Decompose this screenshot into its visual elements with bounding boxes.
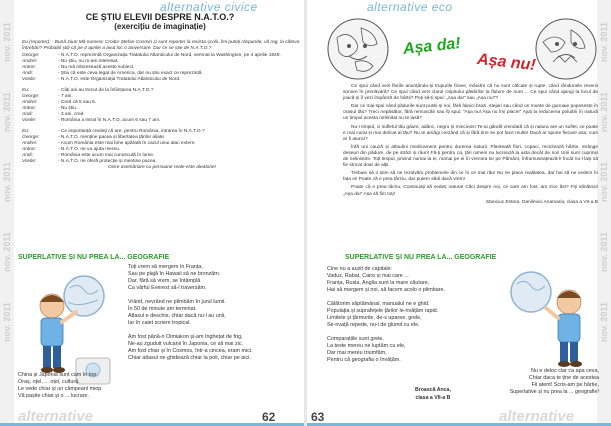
dialogue-line: Andi: - 3 ani, cred. (22, 112, 85, 117)
essay-signature: Stanciuc Estera, Danilevici Anamaria, clasa a VII-a B (485, 199, 598, 205)
side-label: nov. 2011 (599, 162, 609, 202)
page-number: 62 (262, 410, 276, 424)
dialogue-line: Anton: - Nu mă interesează aceste subiect. (22, 65, 135, 70)
question-line: Eu: - Ce importanță credeți că are, pentru România, intrarea în N.A.T.O.? (22, 129, 205, 134)
dialogue-line: George: - 7 ani. (22, 94, 73, 99)
right-page (307, 0, 611, 426)
poem-stanza: Am fost până-n Oimiakon și-am înghețat de frig, Ne-au zguduit vulcanii în Japonia, ce să mai zic. Am fost chiar și în Cosmos, într-a cincea, eram mici. Chiar atlasul ne ghidează chiar la poli, chiar pe aici. (128, 334, 253, 361)
page-footer (0, 406, 304, 426)
poem-stanza: Comparațiile sunt grele. La teste mereu ne luptăm cu ele, Dar mai mereu triumfăm, Pentru că geografia o învățăm. (327, 336, 406, 363)
dialogue-line: Andrei: - Nu știu, nu m-am interesat. (22, 59, 119, 64)
side-label: nov. 2011 (2, 232, 12, 272)
dialogue-line: George: - N.A.T.O. menține pacea și libertatea țărilor aliate. (22, 135, 166, 140)
side-label: nov. 2011 (2, 92, 12, 132)
poem-stanza: Toți vrem să mergem în Franța, Sau pe plajă în Hawaii să ne bronzăm. Dar, fără să vrem, se întâmplă Ca vărful Everest să-l traversăm. (128, 264, 221, 291)
poem-right-column (128, 264, 303, 369)
section-title: SUPERLATIVE ȘI NU PREA LA... GEOGRAFIE (345, 254, 497, 261)
page-header: alternative civice (160, 0, 258, 14)
poem-stanza: Călătorim săptămânal, manualul ne e ghid. Populația și suprafețele țărilor le-nvățăm rapid. Limitele și țărmurile, de-s uparee, grele, Se-nvață repede, nu-i de glumit cu ele. (327, 301, 439, 328)
dialogue-line: Vasile: - România a intrat în N.A.T.O. acum 6 sau 7 ani. (22, 118, 161, 123)
left-page (0, 0, 304, 426)
dialogue-line: Andi: - Știu că este ceva legat de America, dar nu știu exact ce reprezintă. (22, 71, 203, 76)
dialogue-line: Andi: - România este acum mai cunoscută în lume. (22, 153, 155, 158)
dialogue-line: George: - N.A.T.O. reprezintă Organizația Tratatului Atlanticului de Nord, semnat la Washington, pe 4 aprilie 1949. (22, 53, 281, 58)
side-label: nov. 2011 (599, 22, 609, 62)
interview-dialogue (22, 40, 302, 171)
clean-earth-illustration (325, 16, 391, 82)
dialogue-line: Andrei: - Acum România este mai bine apărată în cazul unui atac extern. (22, 141, 196, 146)
slogan-yes: Așa da! (402, 35, 462, 58)
page-footer (307, 406, 611, 426)
side-label: nov. 2011 (599, 302, 609, 342)
side-label: nov. 2011 (2, 22, 12, 62)
dialogue-line: Anton: - N.A.T.O. ne va ajuta mereu. (22, 147, 121, 152)
side-strip (597, 0, 611, 426)
article-title: CE ȘTIU ELEVII DESPRE N.A.T.O.? (85, 12, 235, 22)
disclaimer: Orice asemănare cu persoane reale este aleatorie! (108, 165, 216, 170)
footer-brand: alternative (18, 408, 94, 425)
side-label: nov. 2011 (2, 302, 12, 342)
poem-right-column: Nu e deloc clar ca apa ceva, Chiar daca te ține de acestea Fii atent! Scris-am pe hârtie, Superlative și nu prea la ... geografie! (509, 368, 599, 395)
section-title: SUPERLATIVE ȘI NU PREA LA... GEOGRAFIE (18, 254, 170, 261)
dialogue-line: Vasile: - N.A.T.O. ne oferă protecție și menține pacea. (22, 159, 157, 164)
eco-essay: Ce spui când vezi florile anunțându-și trupurile firave, mândre că nu sunt călcate și rupte, când rândunele revenii sonore în primăvară? Ce spui când vezi clarul ciripitului păsărilor la fluture de nunt ... Ce spui când ajungi la locul de joacă și îl vezi împânzit de hârtii? Poți să-ți spui: „Așa da!” sau „Așa nu!”? Dar ce mai spui când pădurile sunt pustii și noi, fără fainici brazi, stejari sau când un munte de gunoaie poposește în orașul tău? Treci nepăsător, fără remușcări sau îți spui: “Așa nu! Așa nu îmi place!” Ajuți la reducerea poluării în natură un timpul acesta nelimitat nu te lasă? Nu-i timpul, ci sufletul tău gâunt, adânc, negru și mincinos! Te-ai gândit vreodată că și natura are un suflet, ce poate e mai curat și mai delicat al tău? Nu te amăgi crezând că și fără tine se pot face multe! Dacă ar spune fiecare asa, cum ar fi atunci? Înfă uni cauză și atitudini medicament pentru durerea naturii. Planteată flori, copaci, reciclează hârtie, strânge deșeuri din pădure, de pe străzi și râuri! Fă-ți pentru ca, țări nimeni nu lucrează la asta decât de noi! Unii sunt cuprinși de nelinistire. Toți timpul, privind numai la ei, numai pe ei în vremea lor pe Pământ, înfrumuseațează-l! Încât nu-l lași să fie stricat doar de alții. Trebuie să o știm să ne rezolvăm problemele din ce în ce mai rău! Nu ne place realitatea, dar hai să ne vedem în fața ei! Poate că e prea târziu, dar putem sădi dacă vrem! Poate că e prea târziu, Continuați să vedeți natura! Căci despre noi, ce care am fost, am zice ăst? Fiți sănătoși! „Așa da!” Așa să fim toți! Stanciuc Estera, Danilevici Anamaria, clasa a VII-a B (343, 84, 598, 205)
poem-author: Broască Anca, clasa a VII-a B (415, 387, 451, 401)
polluted-earth-illustration (533, 16, 599, 82)
dialogue-line: Anton: - Nu știu. (22, 106, 78, 111)
boy-with-globe-illustration (497, 262, 597, 372)
side-label: nov. 2011 (599, 232, 609, 272)
poem-left-column (327, 266, 497, 371)
dialogue-line: Vasile: - N.A.T.O. este Organizația Tratatului Atlanticului de Nord. (22, 77, 181, 82)
page-number: 63 (311, 410, 325, 424)
slogan-no: Așa nu! (476, 50, 537, 75)
article-subtitle: (exercițiu de imaginație) (114, 22, 206, 31)
page-header: alternative eco (367, 0, 453, 14)
side-label: nov. 2011 (2, 162, 12, 202)
question-line: Eu: - Câți ani au trecut de la înființarea N.A.T.O.? (22, 88, 154, 93)
side-strip (0, 0, 14, 426)
poem-left-column: China și Japonia sunt cam în top: Oraș, oțel, ... oțel, cultură. Le vede chiar și un câmpeanl miop. Vă pașite chiar și o ... lucrare. (18, 372, 103, 399)
poem-stanza: Cine nu a auzit de capitale: Vaduz, Rabat, Cairo și mai care ... Franța, Rusia, Anglia sunt la mare căutare, Hai să mergem și noi, să facem acolo o plimbare. (327, 266, 446, 293)
dialogue-line: Andrei: - Cred că 5 sau 6. (22, 100, 97, 105)
interview-intro: Eu (reporter): - Bună ziua! Mă numesc Croitor Ștefan Cosmin și sunt reporter la revista școlii. Îmi puteți răspunde, vă rog, la câteva întrebări? Probabil știți că pe 4 aprilie a avut loc o aniversare. Dar ce se știe de N.A.T.O.? (22, 40, 300, 51)
footer-brand: alternative (499, 408, 575, 425)
poem-stanza: Vrând, nevrând ne plimbăm în jurul lumii. În 50 de minute am terminat. Atlasul e deschis, chiar dacă nu-l au unii, Iar în caiet scriem tropical. (128, 299, 226, 326)
side-label: nov. 2011 (599, 92, 609, 132)
